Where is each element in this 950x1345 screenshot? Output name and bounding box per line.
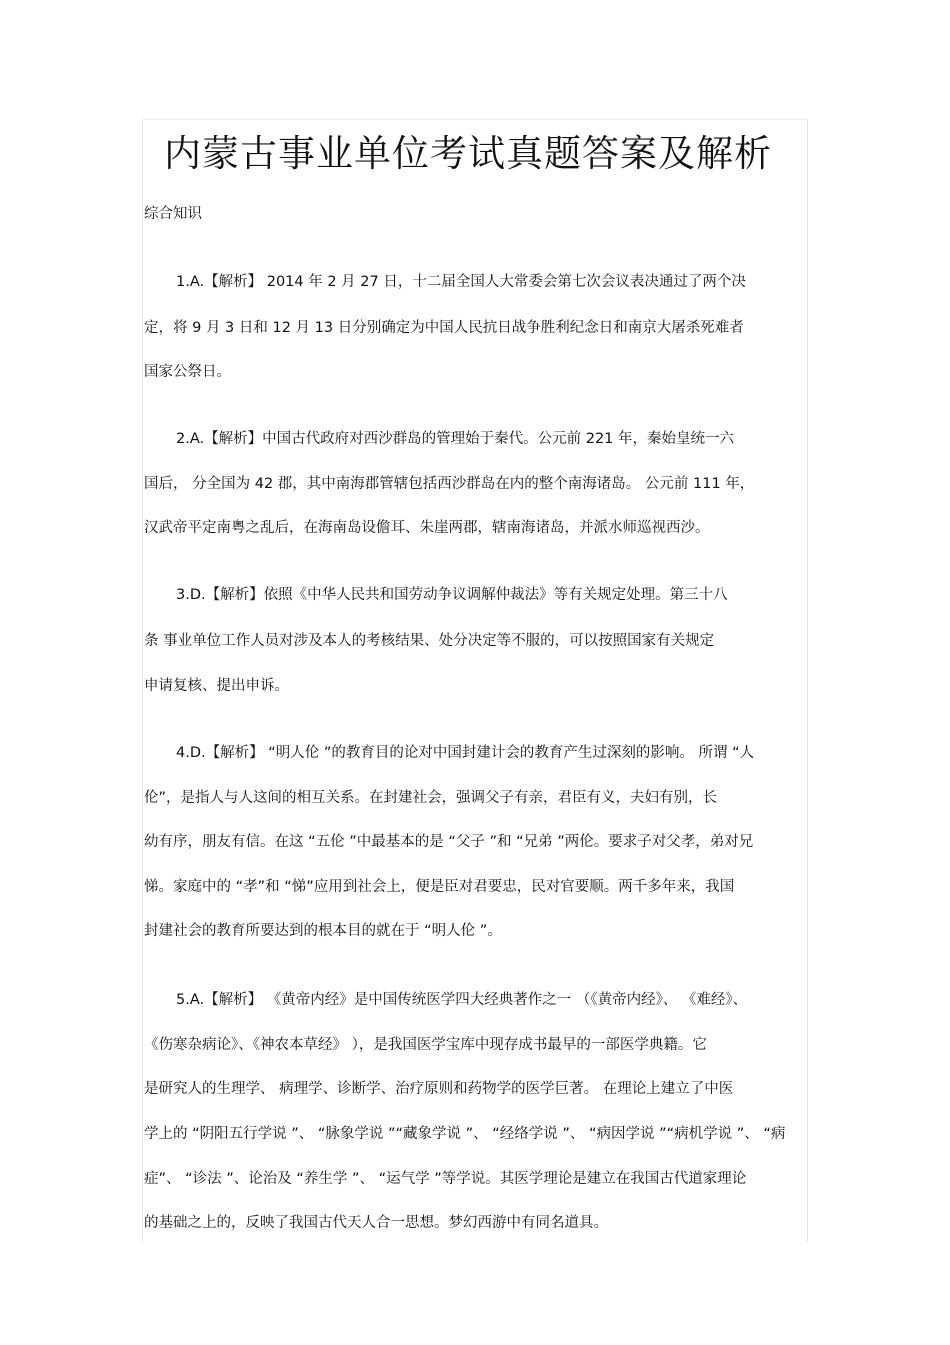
q5-line-3: 是研究人的生理学、 病理学、诊断学、治疗原则和药物学的医学巨著。 在理论上建立了中医 (144, 1081, 734, 1097)
q5-line-6: 的基础之上的，反映了我国古代天人合一思想。梦幻西游中有同名道具。 (144, 1215, 608, 1231)
q2-line-3: 汉武帝平定南粤之乱后，在海南岛设儋耳、朱崖两郡，辖南海诸岛，并派水师巡视西沙。 (144, 520, 710, 536)
q3-line-3: 申请复核、提出申诉。 (144, 678, 289, 694)
q4-line-5: 封建社会的教育所要达到的根本目的就在于 “明人伦 ”。 (144, 923, 502, 939)
q5-line-4: 学上的 “阴阳五行学说 ”、 “脉象学说 ”“藏象学说 ”、 “经络学说 ”、 “病因学说 ”“病机学说 ”、 “病 (144, 1126, 786, 1142)
q4-line-1: 4.D.【解析】 “明人伦 ”的教育目的论对中国封建计会的教育产生过深刻的影响。 所谓 “人 (176, 745, 755, 761)
document-title: 内蒙古事业单位考试真题答案及解析 (164, 132, 772, 175)
q1-line-3: 国家公祭日。 (144, 364, 231, 380)
section-heading: 综合知识 (144, 206, 202, 222)
q4-line-2: 伦”，是指人与人这间的相互关系。在封建社会，强调父子有亲，君臣有义，夫妇有别，长 (144, 790, 718, 806)
q1-line-1: 1.A.【解析】 2014 年 2 月 27 日，十二届全国人大常委会第七次会议表决通过了两个决 (176, 274, 746, 290)
q3-line-2: 条 事业单位工作人员对涉及本人的考核结果、处分决定等不服的，可以按照国家有关规定 (144, 633, 715, 649)
q4-line-4: 悌。家庭中的 “孝”和 “悌”应用到社会上，便是臣对君要忠，民对官要顺。两千多年来，我国 (144, 879, 735, 895)
q3-line-1: 3.D.【解析】依照《中华人民共和国劳动争议调解仲裁法》等有关规定处理。第三十八 (176, 587, 728, 603)
q5-line-1: 5.A.【解析】 《黄帝内经》是中国传统医学四大经典著作之一 （《黄帝内经》、 《难经》、 (176, 992, 748, 1008)
q4-line-3: 幼有序，朋友有信。在这 “五伦 ”中最基本的是 “父子 ”和 “兄弟 ”两伦。要求子对父孝，弟对兄 (144, 834, 754, 850)
q5-line-5: 症”、 “诊法 ”、论治及 “养生学 ”、 “运气学 ”等学说。其医学理论是建立在我国古代道家理论 (144, 1171, 747, 1187)
q1-line-2: 定，将 9 月 3 日和 12 月 13 日分别确定为中国人民抗日战争胜利纪念日和南京大屠杀死难者 (144, 320, 744, 336)
q2-line-2: 国后， 分全国为 42 郡，其中南海郡管辖包括西沙群岛在内的整个南海诸岛。 公元前 111 年， (144, 476, 755, 492)
q5-line-2: 《伤寒杂病论》、《神农本草经》 ），是我国医学宝库中现存成书最早的一部医学典籍。它 (144, 1037, 707, 1053)
q2-line-1: 2.A.【解析】中国古代政府对西沙群岛的管理始于秦代。公元前 221 年，秦始皇统一六 (176, 431, 734, 447)
